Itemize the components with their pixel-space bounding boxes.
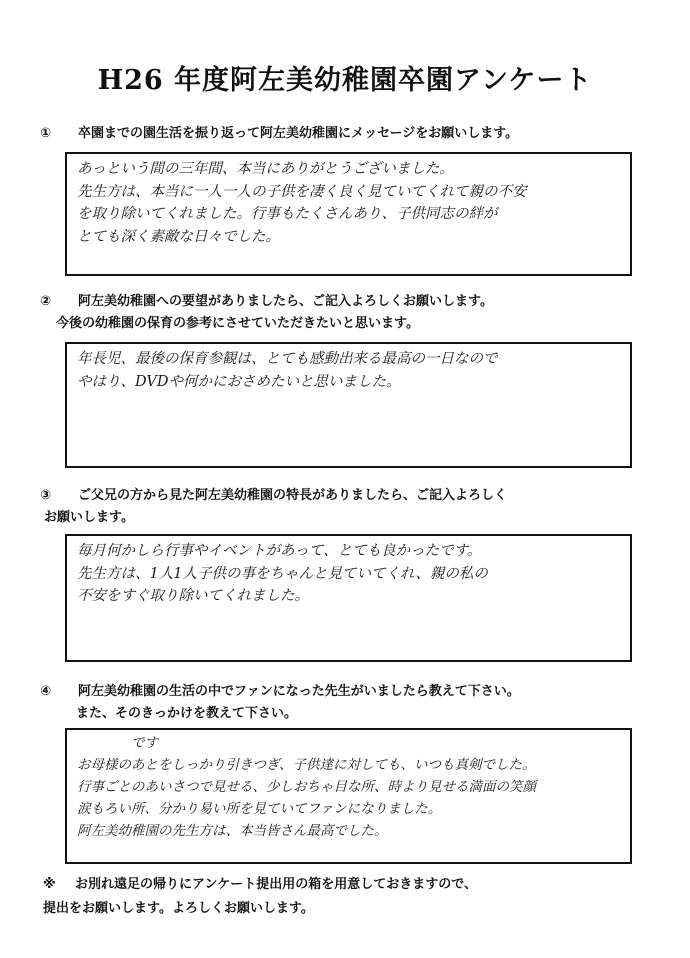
question-1-number: ① (40, 126, 52, 141)
answer-2-line-2: やはり、DVDや何かにおさめたいと思いました。 (77, 373, 401, 390)
answer-box-2[interactable] (65, 342, 632, 468)
note-mark: ※ (43, 877, 56, 892)
answer-4-line-3: 行事ごとのあいさつで見せる、少しおちゃ目な所、時より見せる満面の笑顔 (77, 779, 536, 795)
answer-1-line-2: 先生方は、本当に一人一人の子供を凄く良く見ていてくれて親の不安 (77, 183, 527, 200)
answer-4-line-4: 涙もろい所、分かり易い所を見ていてファンになりました。 (77, 801, 442, 817)
answer-3-line-1: 毎月何かしら行事やイベントがあって、とても良かったです。 (77, 543, 482, 559)
question-2-number: ② (40, 294, 52, 309)
answer-2-line-1: 年長児、最後の保育参観は、とても感動出来る最高の一日なので (77, 351, 498, 367)
answer-4-line-1: です (77, 735, 158, 751)
answer-4-line-2: お母様のあとをしっかり引きつぎ、子供達に対しても、いつも真剣でした。 (77, 757, 536, 773)
question-2-text-line-2: 今後の幼稚園の保育の参考にさせていただきたいと思います。 (56, 316, 419, 331)
answer-box-1[interactable] (65, 152, 632, 276)
question-1-text: 卒園までの園生活を振り返って阿左美幼稚園にメッセージをお願いします。 (78, 126, 519, 141)
answer-3-line-2: 先生方は、1人1人子供の事をちゃんと見ていてくれ、親の私の (77, 565, 488, 582)
question-3 (40, 485, 660, 529)
footer-note (43, 873, 653, 921)
question-4-text-line-2: また、そのきっかけを教えて下さい。 (76, 706, 298, 721)
question-1 (40, 123, 660, 145)
question-4 (40, 681, 660, 725)
page-title: H26 年度阿左美幼稚園卒園アンケート (97, 65, 593, 96)
answer-1-line-4: とても深く素敵な日々でした。 (77, 228, 280, 245)
question-2-text-line-1: 阿左美幼稚園への要望がありましたら、ご記入よろしくお願いします。 (78, 294, 493, 309)
answer-3-line-3: 不安をすぐ取り除いてくれました。 (77, 588, 309, 604)
answer-1-line-3: を取り除いてくれました。行事もたくさんあり、子供同志の絆が (77, 206, 498, 222)
answer-box-3[interactable] (65, 534, 632, 662)
footer-note-line-2: 提出をお願いします。よろしくお願いします。 (43, 901, 314, 916)
question-4-text-line-1: 阿左美幼稚園の生活の中でファンになった先生がいましたら教えて下さい。 (78, 684, 520, 699)
question-3-text-line-1: ご父兄の方から見た阿左美幼稚園の特長がありましたら、ご記入よろしく (78, 488, 508, 503)
answer-box-4[interactable] (65, 728, 632, 864)
question-4-number: ④ (40, 684, 52, 699)
question-3-number: ③ (40, 488, 52, 503)
question-2 (40, 291, 660, 335)
footer-note-line-1: お別れ遠足の帰りにアンケート提出用の箱を用意しておきますので、 (75, 877, 477, 892)
answer-1-line-1: あっという間の三年間、本当にありがとうございました。 (77, 161, 454, 177)
question-3-text-line-2: お願いします。 (44, 510, 134, 525)
answer-4-line-5: 阿左美幼稚園の先生方は、本当皆さん最高でした。 (77, 823, 388, 839)
